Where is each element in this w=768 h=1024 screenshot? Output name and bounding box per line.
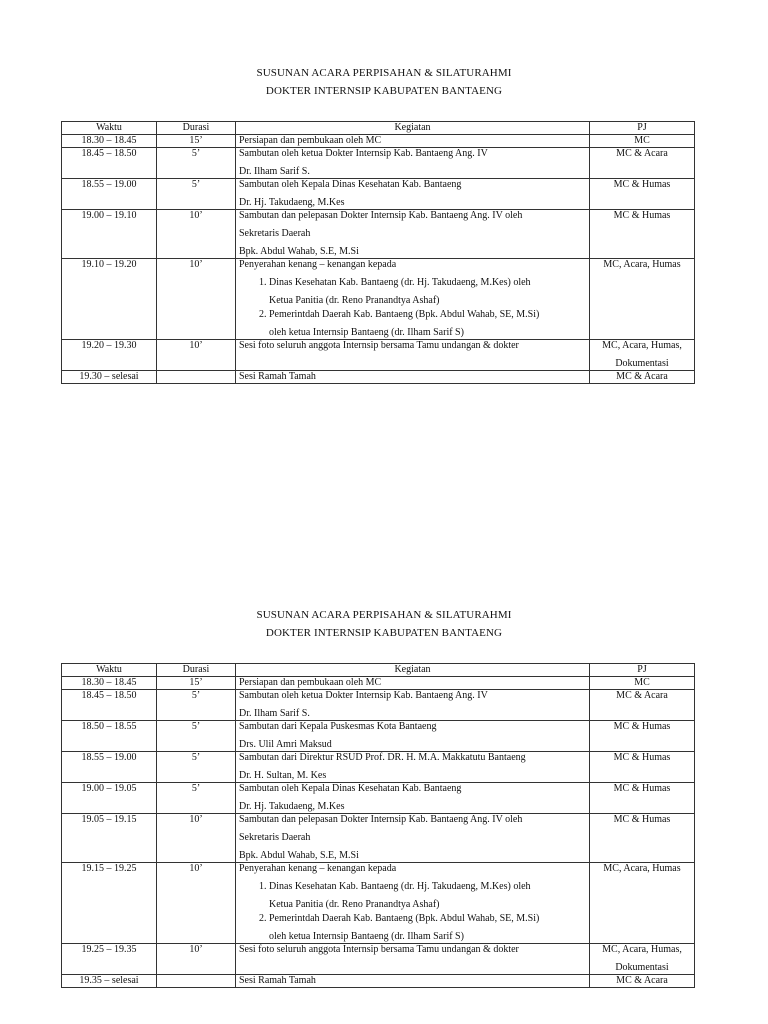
cell-pj [590, 863, 695, 944]
kegiatan-line: Penyerahan kenang – kenangan kepada [239, 259, 397, 270]
cell-pj [590, 690, 695, 721]
recipient-text: Dinas Kesehatan Kab. Bantaeng (dr. Hj. Takudaeng, M.Kes) oleh [269, 277, 531, 288]
header-durasi: Durasi [157, 664, 236, 677]
cell-waktu: 18.45 – 18.50 [62, 690, 157, 721]
kegiatan-line: Sambutan dari Kepala Puskesmas Kota Bantaeng [239, 721, 437, 732]
cell-kegiatan [236, 814, 590, 863]
cell-kegiatan [236, 259, 590, 340]
pj-line: MC & Humas [613, 721, 671, 732]
kegiatan-line: Sambutan oleh Kepala Dinas Kesehatan Kab. Bantaeng [239, 179, 462, 190]
cell-waktu: 19.20 – 19.30 [62, 340, 157, 371]
cell-waktu: 19.00 – 19.05 [62, 783, 157, 814]
schedule-table [61, 663, 695, 988]
cell-pj [590, 944, 695, 975]
cell-pj [590, 677, 695, 690]
table-row [62, 783, 695, 814]
table-row [62, 814, 695, 863]
pj-line: MC & Humas [613, 783, 671, 794]
cell-waktu: 19.05 – 19.15 [62, 814, 157, 863]
cell-durasi: 10’ [157, 814, 236, 863]
pj-line: MC, Acara, Humas, [602, 944, 682, 955]
pj-line: MC [634, 677, 650, 688]
header-durasi: Durasi [157, 122, 236, 135]
header-pj: PJ [590, 664, 695, 677]
cell-pj [590, 148, 695, 179]
recipient-text: Dinas Kesehatan Kab. Bantaeng (dr. Hj. Takudaeng, M.Kes) oleh [269, 881, 531, 892]
cell-durasi: 5’ [157, 690, 236, 721]
cell-durasi: 5’ [157, 721, 236, 752]
table-header-row [62, 664, 695, 677]
table-row [62, 863, 695, 944]
kegiatan-line: Sesi Ramah Tamah [239, 975, 316, 986]
pj-line: MC, Acara, Humas [603, 259, 681, 270]
cell-pj [590, 340, 695, 371]
table-row [62, 210, 695, 259]
table-row [62, 975, 695, 988]
cell-waktu: 18.55 – 19.00 [62, 752, 157, 783]
cell-pj [590, 721, 695, 752]
kegiatan-line: Dr. Hj. Takudaeng, M.Kes [239, 801, 345, 812]
cell-kegiatan [236, 690, 590, 721]
cell-waktu: 18.45 – 18.50 [62, 148, 157, 179]
cell-durasi [157, 975, 236, 988]
pj-line: MC & Acara [616, 371, 668, 382]
cell-waktu: 19.15 – 19.25 [62, 863, 157, 944]
cell-waktu: 19.35 – selesai [62, 975, 157, 988]
table-row [62, 340, 695, 371]
header-waktu: Waktu [62, 664, 157, 677]
cell-kegiatan [236, 721, 590, 752]
cell-pj [590, 135, 695, 148]
cell-durasi [157, 371, 236, 384]
recipient-item [269, 881, 586, 911]
pj-line: Dokumentasi [615, 358, 669, 369]
table-row [62, 721, 695, 752]
recipient-list [239, 881, 586, 943]
pj-line: MC & Humas [613, 210, 671, 221]
cell-durasi: 5’ [157, 179, 236, 210]
kegiatan-line: Sambutan oleh ketua Dokter Internsip Kab. Bantaeng Ang. IV [239, 690, 488, 701]
document-title-line-2: DOKTER INTERNSIP KABUPATEN BANTAENG [265, 627, 503, 639]
cell-durasi: 10’ [157, 210, 236, 259]
schedule-section-1 [0, 64, 768, 382]
schedule-table [61, 121, 695, 384]
table-row [62, 371, 695, 384]
table-row [62, 944, 695, 975]
document-title-line-2: DOKTER INTERNSIP KABUPATEN BANTAENG [265, 85, 503, 97]
kegiatan-line: Sambutan oleh Kepala Dinas Kesehatan Kab. Bantaeng [239, 783, 462, 794]
cell-pj [590, 210, 695, 259]
schedule-section-2 [0, 606, 768, 986]
cell-kegiatan [236, 863, 590, 944]
cell-pj [590, 814, 695, 863]
header-kegiatan: Kegiatan [236, 664, 590, 677]
kegiatan-line: Sesi Ramah Tamah [239, 371, 316, 382]
kegiatan-line: Persiapan dan pembukaan oleh MC [239, 677, 382, 688]
cell-durasi: 10’ [157, 340, 236, 371]
cell-waktu: 19.30 – selesai [62, 371, 157, 384]
kegiatan-line: Persiapan dan pembukaan oleh MC [239, 135, 382, 146]
cell-durasi: 15’ [157, 135, 236, 148]
kegiatan-line: Sesi foto seluruh anggota Internsip bersama Tamu undangan & dokter [239, 340, 519, 351]
table-row [62, 135, 695, 148]
pj-line: MC [634, 135, 650, 146]
cell-durasi: 10’ [157, 259, 236, 340]
cell-kegiatan [236, 135, 590, 148]
kegiatan-line: Sekretaris Daerah [239, 832, 311, 843]
kegiatan-line: Sambutan dan pelepasan Dokter Internsip Kab. Bantaeng Ang. IV oleh [239, 210, 523, 221]
pj-line: MC & Humas [613, 752, 671, 763]
pj-line: MC & Acara [616, 148, 668, 159]
recipient-text: Pemerintdah Daerah Kab. Bantaeng (Bpk. Abdul Wahab, SE, M.Si) [269, 913, 540, 924]
cell-waktu: 19.25 – 19.35 [62, 944, 157, 975]
recipient-item [269, 277, 586, 307]
kegiatan-line: Dr. H. Sultan, M. Kes [239, 770, 327, 781]
table-row [62, 690, 695, 721]
cell-kegiatan [236, 371, 590, 384]
recipient-list [239, 277, 586, 339]
kegiatan-line: Dr. Ilham Sarif S. [239, 708, 310, 719]
cell-kegiatan [236, 677, 590, 690]
recipient-presenter: oleh ketua Internsip Bantaeng (dr. Ilham Sarif S) [269, 327, 464, 338]
recipient-item [269, 309, 586, 339]
table-row [62, 752, 695, 783]
cell-kegiatan [236, 148, 590, 179]
recipient-text: Pemerintdah Daerah Kab. Bantaeng (Bpk. Abdul Wahab, SE, M.Si) [269, 309, 540, 320]
cell-pj [590, 975, 695, 988]
kegiatan-line: Sesi foto seluruh anggota Internsip bersama Tamu undangan & dokter [239, 944, 519, 955]
kegiatan-line: Sambutan dari Direktur RSUD Prof. DR. H. M.A. Makkatutu Bantaeng [239, 752, 526, 763]
kegiatan-line: Sambutan dan pelepasan Dokter Internsip Kab. Bantaeng Ang. IV oleh [239, 814, 523, 825]
cell-durasi: 5’ [157, 783, 236, 814]
cell-kegiatan [236, 179, 590, 210]
kegiatan-line: Penyerahan kenang – kenangan kepada [239, 863, 397, 874]
table-row [62, 179, 695, 210]
cell-waktu: 18.30 – 18.45 [62, 677, 157, 690]
cell-pj [590, 371, 695, 384]
recipient-presenter: Ketua Panitia (dr. Reno Pranandtya Ashaf) [269, 899, 440, 910]
kegiatan-line: Bpk. Abdul Wahab, S.E, M.Si [239, 850, 359, 861]
cell-kegiatan [236, 975, 590, 988]
cell-durasi: 5’ [157, 148, 236, 179]
cell-waktu: 19.10 – 19.20 [62, 259, 157, 340]
pj-line: MC & Humas [613, 814, 671, 825]
table-row [62, 148, 695, 179]
cell-pj [590, 179, 695, 210]
kegiatan-line: Bpk. Abdul Wahab, S.E, M.Si [239, 246, 359, 257]
cell-pj [590, 752, 695, 783]
cell-durasi: 15’ [157, 677, 236, 690]
table-row [62, 677, 695, 690]
document-title-line-1: SUSUNAN ACARA PERPISAHAN & SILATURAHMI [256, 609, 512, 621]
cell-waktu: 19.00 – 19.10 [62, 210, 157, 259]
kegiatan-line: Dr. Ilham Sarif S. [239, 166, 310, 177]
cell-kegiatan [236, 783, 590, 814]
table-row [62, 259, 695, 340]
pj-line: MC, Acara, Humas, [602, 340, 682, 351]
kegiatan-line: Dr. Hj. Takudaeng, M.Kes [239, 197, 345, 208]
cell-durasi: 10’ [157, 944, 236, 975]
cell-kegiatan [236, 944, 590, 975]
pj-line: MC, Acara, Humas [603, 863, 681, 874]
kegiatan-line: Drs. Ulil Amri Maksud [239, 739, 332, 750]
kegiatan-line: Sambutan oleh ketua Dokter Internsip Kab. Bantaeng Ang. IV [239, 148, 488, 159]
header-pj: PJ [590, 122, 695, 135]
pj-line: Dokumentasi [615, 962, 669, 973]
header-waktu: Waktu [62, 122, 157, 135]
cell-kegiatan [236, 752, 590, 783]
document-title-line-1: SUSUNAN ACARA PERPISAHAN & SILATURAHMI [256, 67, 512, 79]
cell-waktu: 18.30 – 18.45 [62, 135, 157, 148]
pj-line: MC & Acara [616, 690, 668, 701]
pj-line: MC & Acara [616, 975, 668, 986]
recipient-presenter: Ketua Panitia (dr. Reno Pranandtya Ashaf) [269, 295, 440, 306]
pj-line: MC & Humas [613, 179, 671, 190]
cell-waktu: 18.50 – 18.55 [62, 721, 157, 752]
recipient-item [269, 913, 586, 943]
cell-kegiatan [236, 340, 590, 371]
cell-kegiatan [236, 210, 590, 259]
cell-pj [590, 783, 695, 814]
cell-pj [590, 259, 695, 340]
cell-waktu: 18.55 – 19.00 [62, 179, 157, 210]
cell-durasi: 10’ [157, 863, 236, 944]
header-kegiatan: Kegiatan [236, 122, 590, 135]
cell-durasi: 5’ [157, 752, 236, 783]
table-header-row [62, 122, 695, 135]
kegiatan-line: Sekretaris Daerah [239, 228, 311, 239]
recipient-presenter: oleh ketua Internsip Bantaeng (dr. Ilham Sarif S) [269, 931, 464, 942]
